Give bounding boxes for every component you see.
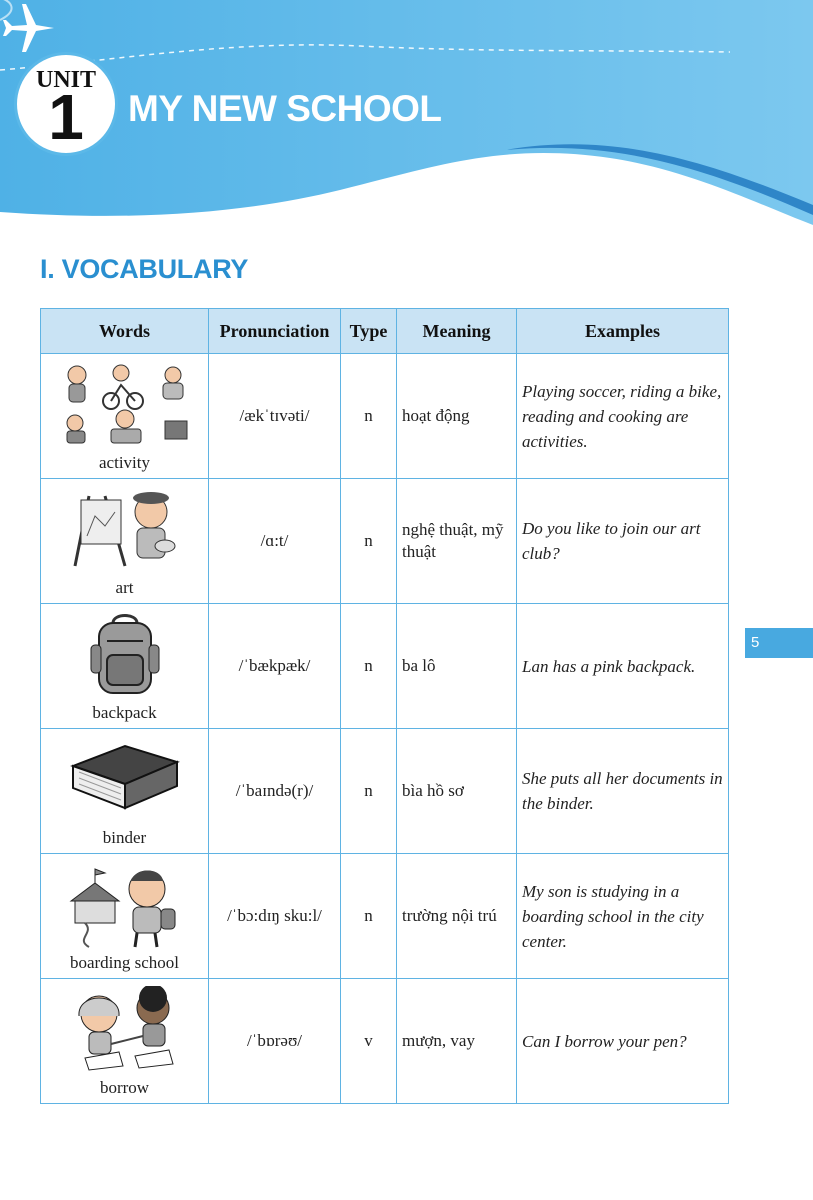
example-cell: My son is studying in a boarding school in the city center. [517, 854, 729, 979]
page-number-tab: 5 [745, 628, 813, 658]
meaning-cell: ba lô [397, 604, 517, 729]
word-cell [41, 854, 209, 979]
word-cell [41, 729, 209, 854]
table-row [41, 979, 729, 1104]
word-label: binder [102, 828, 147, 847]
word-label: activity [99, 453, 150, 472]
column-header-type: Type [341, 309, 397, 354]
word-label: boarding school [69, 953, 180, 972]
table-row [41, 354, 729, 479]
table-header-row [41, 309, 729, 354]
example-cell: She puts all her documents in the binder. [517, 729, 729, 854]
unit-badge [14, 52, 118, 156]
word-label: art [115, 578, 134, 597]
example-cell: Lan has a pink backpack. [517, 604, 729, 729]
table-row [41, 729, 729, 854]
unit-title: MY NEW SCHOOL [128, 88, 442, 129]
pronunciation-cell: /ˈbækpæk/ [209, 604, 341, 729]
word-cell [41, 354, 209, 479]
boy-painting-illustration [65, 486, 185, 574]
table-row [41, 604, 729, 729]
meaning-cell: nghệ thuật, mỹ thuật [397, 479, 517, 604]
meaning-cell: mượn, vay [397, 979, 517, 1104]
example-cell: Do you like to join our art club? [517, 479, 729, 604]
pronunciation-cell: /ɑ:t/ [209, 479, 341, 604]
pronunciation-cell: /ˈbɔ:dɪŋ sku:l/ [209, 854, 341, 979]
type-cell: n [341, 354, 397, 479]
type-cell: v [341, 979, 397, 1104]
pronunciation-cell: /ækˈtɪvəti/ [209, 354, 341, 479]
table-row [41, 479, 729, 604]
unit-number: 1 [48, 81, 84, 153]
binder-illustration [65, 736, 185, 816]
unit-label: UNIT [35, 67, 96, 93]
type-cell: n [341, 729, 397, 854]
two-girls-sharing-illustration [65, 986, 185, 1072]
section-heading: I. VOCABULARY [40, 254, 249, 284]
word-label: borrow [99, 1078, 150, 1097]
boy-at-school-illustration [65, 861, 185, 949]
type-cell: n [341, 479, 397, 604]
type-cell: n [341, 854, 397, 979]
column-header-meaning: Meaning [397, 309, 517, 354]
example-cell: Playing soccer, riding a bike, reading and cooking are activities. [517, 354, 729, 479]
table-row [41, 854, 729, 979]
vocabulary-table [40, 308, 729, 1104]
column-header-words: Words [41, 309, 209, 354]
meaning-cell: trường nội trú [397, 854, 517, 979]
children-playing-illustration [55, 361, 195, 449]
word-cell [41, 479, 209, 604]
word-cell [41, 979, 209, 1104]
meaning-cell: bìa hồ sơ [397, 729, 517, 854]
word-label: backpack [92, 703, 157, 722]
unit-header [0, 0, 813, 240]
column-header-examples: Examples [517, 309, 729, 354]
airplane-icon [0, 0, 56, 56]
pronunciation-cell: /ˈbaɪndə(r)/ [209, 729, 341, 854]
example-cell: Can I borrow your pen? [517, 979, 729, 1104]
word-cell [41, 604, 209, 729]
backpack-illustration [85, 611, 165, 697]
pronunciation-cell: /ˈbɒrəʊ/ [209, 979, 341, 1104]
type-cell: n [341, 604, 397, 729]
column-header-pronunciation: Pronunciation [209, 309, 341, 354]
meaning-cell: hoạt động [397, 354, 517, 479]
